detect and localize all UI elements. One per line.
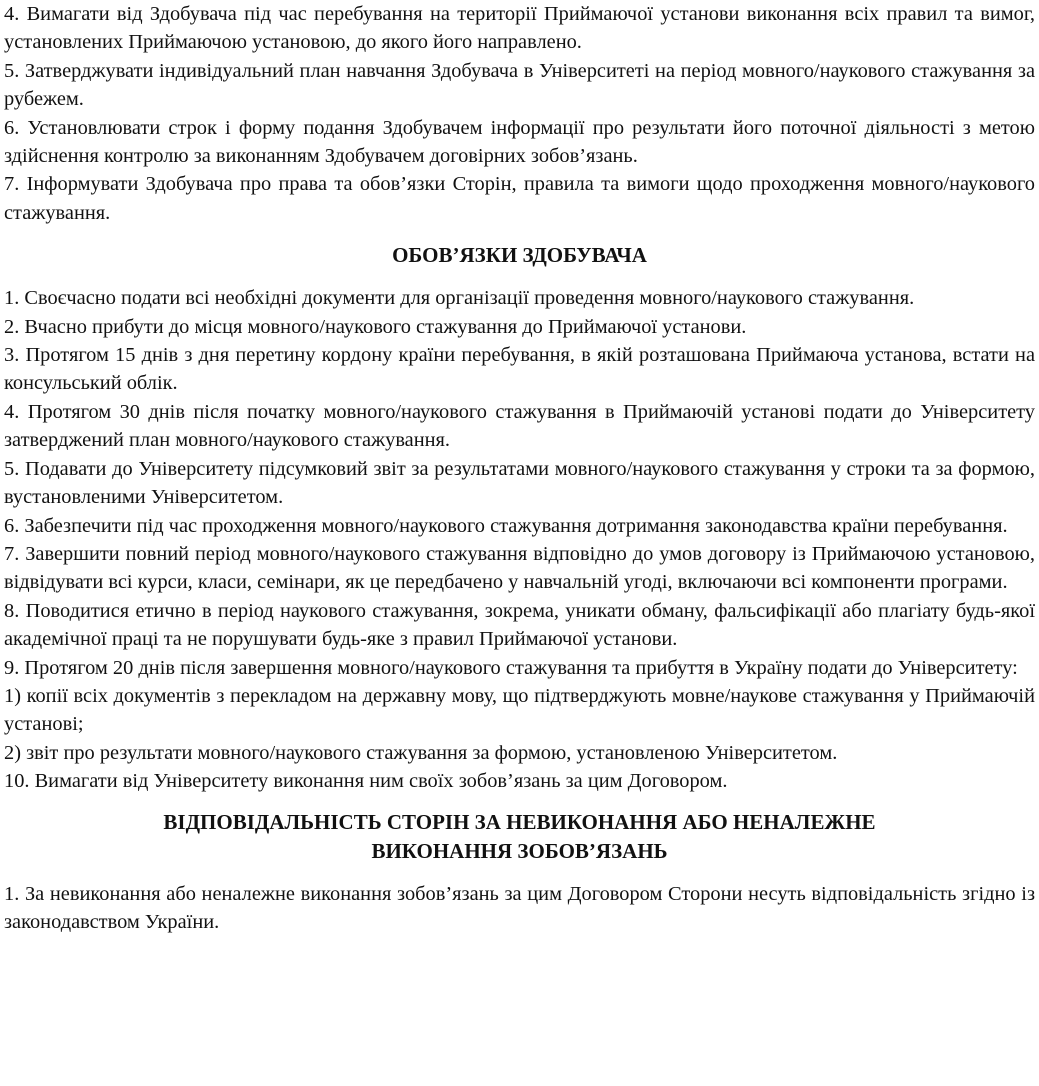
paragraph-university-6: 6. Установлювати строк і форму подання Здобувачем інформації про результати його поточної діяльності з метою здійснення контролю за виконанням Здобувачем договірних зобов’язань.: [4, 116, 1035, 168]
applicant-item-8: 8. Поводитися етично в період наукового стажування, зокрема, уникати обману, фальсифікації або плагіату будь-якої академічної праці та не порушувати будь-яке з правил Приймаючої установи.: [4, 599, 1035, 651]
liability-item-1: 1. За невиконання або неналежне виконання зобов’язань за цим Договором Сторони несуть відповідальність згідно із законодавством України.: [4, 882, 1035, 933]
applicant-duties-heading: ОБОВ’ЯЗКИ ЗДОБУВАЧА: [392, 243, 647, 268]
applicant-subitem-1: 1) копії всіх документів з перекладом на державну мову, що підтверджують мовне/наукове стажування у Приймаючій установі;: [4, 684, 1035, 736]
liability-heading: [4, 808, 1035, 866]
paragraph-university-5: 5. Затверджувати індивідуальний план навчання Здобувача в Університеті на період мовного/наукового стажування за рубежем.: [4, 59, 1035, 111]
applicant-item-10: 10. Вимагати від Університету виконання ним своїх зобов’язань за цим Договором.: [4, 770, 728, 793]
university-duties-continued: [4, 0, 1035, 227]
document-page: [4, 0, 1035, 936]
liability-heading-line-1: ВІДПОВІДАЛЬНІСТЬ СТОРІН ЗА НЕВИКОНАННЯ АБО НЕНАЛЕЖНЕ: [163, 809, 876, 834]
applicant-item-7: 7. Завершити повний період мовного/наукового стажування відповідно до умов договору із Приймаючою установою, відвідувати всі курси, класи, семінари, як це передбачено у навчальній угоді, включаючи всі компоненти програми.: [4, 542, 1035, 594]
paragraph-university-7: 7. Інформувати Здобувача про права та обов’язки Сторін, правила та вимоги щодо проходження мовного/наукового стажування.: [4, 173, 1035, 224]
applicant-duties-section: [4, 284, 1035, 795]
applicant-item-2: 2. Вчасно прибути до місця мовного/наукового стажування до Приймаючої установи.: [4, 315, 747, 338]
liability-section: [4, 880, 1035, 937]
applicant-subitem-2: 2) звіт про результати мовного/наукового стажування за формою, установленою Університетом.: [4, 741, 838, 764]
applicant-item-6: 6. Забезпечити під час проходження мовного/наукового стажування дотримання законодавства країни перебування.: [4, 514, 1008, 537]
applicant-item-3: 3. Протягом 15 днів з дня перетину кордону країни перебування, в якій розташована Приймаюча установа, встати на консульський облік.: [4, 344, 1035, 395]
applicant-item-5: 5. Подавати до Університету підсумковий звіт за результатами мовного/наукового стажування у строки та за формою, вустановленими Університетом.: [4, 457, 1035, 509]
applicant-item-9: 9. Протягом 20 днів після завершення мовного/наукового стажування та прибуття в Україну подати до Університету:: [4, 656, 1018, 679]
applicant-item-4: 4. Протягом 30 днів після початку мовного/наукового стажування в Приймаючій установі подати до Університету затверджений план мовного/наукового стажування.: [4, 400, 1035, 452]
paragraph-university-4: 4. Вимагати від Здобувача під час перебування на території Приймаючої установи виконання всіх правил та вимог, установлених Приймаючою установою, до якого його направлено.: [4, 3, 1035, 54]
applicant-item-1: 1. Своєчасно подати всі необхідні документи для організації проведення мовного/наукового стажування.: [4, 287, 915, 310]
liability-heading-line-2: ВИКОНАННЯ ЗОБОВ’ЯЗАНЬ: [371, 838, 668, 863]
